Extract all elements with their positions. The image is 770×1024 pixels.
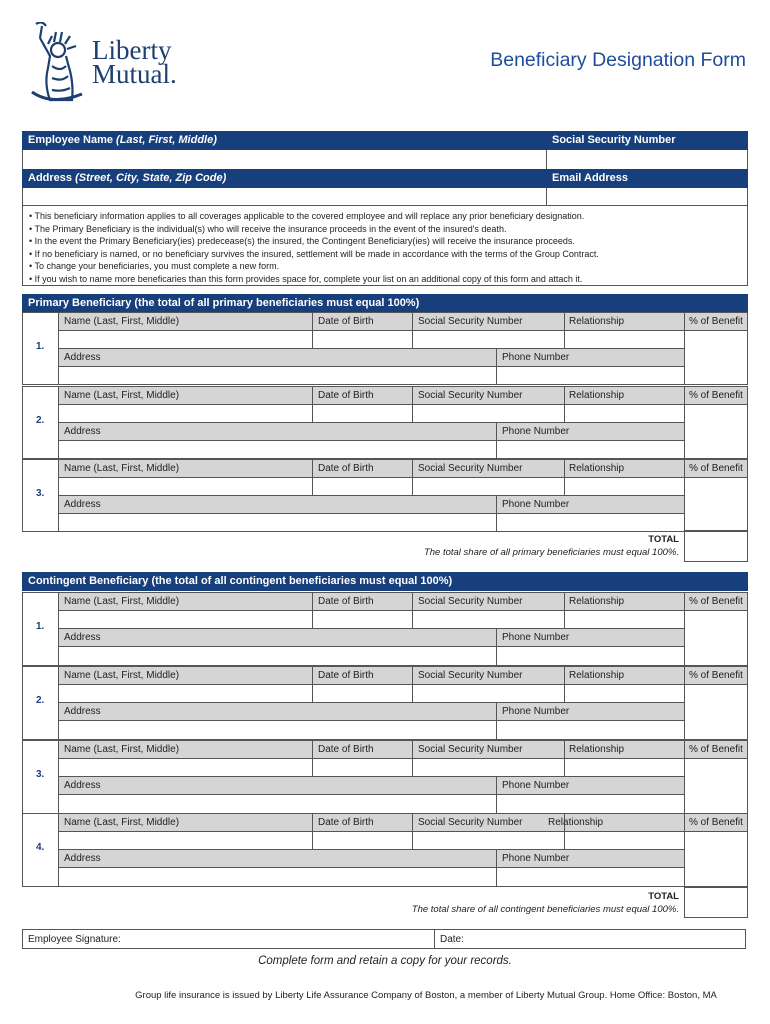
beneficiary-address-field[interactable] [59, 721, 495, 740]
beneficiary-relationship-field[interactable] [565, 685, 683, 702]
beneficiary-address-field[interactable] [59, 647, 495, 666]
contingent-beneficiary-title: Contingent Beneficiary (the total of all contingent beneficiaries must equal 100%) [28, 575, 453, 587]
beneficiary-dob-field[interactable] [313, 685, 411, 702]
name-column-label: Name (Last, First, Middle) [64, 596, 180, 607]
beneficiary-number: 1. [36, 340, 45, 352]
beneficiary-percent-field[interactable] [685, 832, 747, 887]
beneficiary-name-field[interactable] [59, 331, 311, 348]
beneficiary-address-field[interactable] [59, 441, 495, 459]
address-header-row [59, 849, 684, 867]
beneficiary-name-field[interactable] [59, 405, 311, 422]
name-column-label: Name (Last, First, Middle) [64, 390, 180, 401]
percent-column-label: % of Benefit [689, 390, 743, 401]
ssn-column-label: Social Security Number [418, 316, 523, 327]
primary-total-label: TOTAL [648, 534, 679, 545]
relationship-column-label: Relationship [548, 817, 604, 828]
address-header-row [59, 702, 684, 720]
dob-column-label: Date of Birth [318, 316, 374, 327]
beneficiary-phone-field[interactable] [497, 514, 683, 532]
dob-column-label: Date of Birth [318, 596, 374, 607]
address-column-label: Address [64, 853, 101, 864]
beneficiary-address-field[interactable] [59, 868, 495, 887]
ssn-column-label: Social Security Number [418, 463, 523, 474]
dob-column-label: Date of Birth [318, 670, 374, 681]
beneficiary-phone-field[interactable] [497, 868, 683, 887]
instruction-line: • To change your beneficiaries, you must complete a new form. [29, 261, 280, 272]
beneficiary-number: 2. [36, 695, 45, 706]
beneficiary-percent-field[interactable] [685, 478, 747, 532]
beneficiary-ssn-field[interactable] [413, 832, 563, 849]
percent-column-label: % of Benefit [689, 744, 743, 755]
beneficiary-name-field[interactable] [59, 832, 311, 849]
relationship-column-label: Relationship [569, 463, 625, 474]
primary-beneficiary-header [22, 294, 748, 312]
logo-line-2: Mutual. [92, 59, 177, 89]
beneficiary-number: 3. [36, 487, 45, 499]
form-title: Beneficiary Designation Form [490, 49, 746, 71]
instruction-line: • In the event the Primary Beneficiary(ies) predecease(s) the insured, the Contingent Beneficiary(ies) will receive the insurance proceeds. [29, 236, 575, 247]
address-column-label: Address [64, 632, 101, 643]
dob-column-label: Date of Birth [318, 390, 374, 401]
beneficiary-percent-field[interactable] [685, 685, 747, 740]
contingent-beneficiary-header [22, 572, 748, 591]
relationship-column-label: Relationship [569, 744, 625, 755]
address-header-row [59, 495, 684, 513]
name-column-label: Name (Last, First, Middle) [64, 316, 180, 327]
beneficiary-dob-field[interactable] [313, 832, 411, 849]
beneficiary-number: 2. [36, 414, 45, 426]
phone-column-label: Phone Number [502, 499, 570, 510]
phone-column-label: Phone Number [502, 853, 570, 864]
beneficiary-percent-field[interactable] [685, 331, 747, 385]
ssn-column-label: Social Security Number [418, 390, 523, 401]
beneficiary-dob-field[interactable] [313, 405, 411, 422]
dob-column-label: Date of Birth [318, 744, 374, 755]
address-column-label: Address [64, 706, 101, 717]
employee-ssn-label: Social Security Number [552, 134, 676, 146]
liberty-mutual-logo [22, 22, 222, 108]
percent-column-label: % of Benefit [689, 316, 743, 327]
beneficiary-phone-field[interactable] [497, 441, 683, 459]
beneficiary-percent-field[interactable] [685, 759, 747, 814]
beneficiary-name-field[interactable] [59, 759, 311, 776]
contingent-total-note: The total share of all contingent beneficiaries must equal 100%. [411, 904, 679, 915]
name-column-label: Name (Last, First, Middle) [64, 744, 180, 755]
beneficiary-dob-field[interactable] [313, 759, 411, 776]
primary-beneficiary-title: Primary Beneficiary (the total of all primary beneficiaries must equal 100%) [28, 297, 420, 309]
statue-of-liberty-icon [22, 22, 86, 106]
beneficiary-phone-field[interactable] [497, 367, 683, 385]
ssn-column-label: Social Security Number [418, 596, 523, 607]
name-column-label: Name (Last, First, Middle) [64, 463, 180, 474]
address-header-row [59, 422, 684, 440]
dob-column-label: Date of Birth [318, 463, 374, 474]
name-column-label: Name (Last, First, Middle) [64, 817, 180, 828]
beneficiary-relationship-field[interactable] [565, 832, 683, 849]
address-header-row [59, 628, 684, 646]
relationship-column-label: Relationship [569, 596, 625, 607]
phone-column-label: Phone Number [502, 780, 570, 791]
footer-disclaimer: Group life insurance is issued by Liberty Life Assurance Company of Boston, a member of Liberty Mutual Group. Home Office: Boston, MA [135, 990, 717, 1001]
beneficiary-relationship-field[interactable] [565, 405, 683, 422]
relationship-column-label: Relationship [569, 316, 625, 327]
phone-column-label: Phone Number [502, 632, 570, 643]
beneficiary-relationship-field[interactable] [565, 331, 683, 348]
employee-name-label: Employee Name (Last, First, Middle) [28, 134, 217, 146]
beneficiary-name-field[interactable] [59, 478, 311, 495]
signature-date-field[interactable] [470, 930, 745, 948]
date-label: Date: [440, 934, 464, 945]
percent-column-label: % of Benefit [689, 463, 743, 474]
primary-total-field[interactable] [684, 530, 748, 562]
ssn-column-label: Social Security Number [418, 670, 523, 681]
phone-column-label: Phone Number [502, 426, 570, 437]
beneficiary-relationship-field[interactable] [565, 478, 683, 495]
address-header-row [59, 776, 684, 794]
beneficiary-ssn-field[interactable] [413, 759, 563, 776]
contingent-total-label: TOTAL [648, 891, 679, 902]
ssn-column-label: Social Security Number [418, 817, 523, 828]
contingent-total-field[interactable] [684, 887, 748, 918]
ssn-column-label: Social Security Number [418, 744, 523, 755]
beneficiary-relationship-field[interactable] [565, 759, 683, 776]
address-column-label: Address [64, 780, 101, 791]
beneficiary-ssn-field[interactable] [413, 331, 563, 348]
beneficiary-ssn-field[interactable] [413, 405, 563, 422]
beneficiary-phone-field[interactable] [497, 647, 683, 666]
relationship-column-label: Relationship [569, 670, 625, 681]
beneficiary-phone-field[interactable] [497, 795, 683, 814]
retain-copy-note: Complete form and retain a copy for your records. [258, 955, 512, 967]
beneficiary-dob-field[interactable] [313, 611, 411, 628]
beneficiary-ssn-field[interactable] [413, 478, 563, 495]
logo-line-1: Liberty [92, 35, 172, 65]
beneficiary-name-field[interactable] [59, 611, 311, 628]
address-column-label: Address [64, 499, 101, 510]
address-header-row [59, 348, 684, 366]
percent-column-label: % of Benefit [689, 596, 743, 607]
employee-address-field[interactable] [23, 189, 545, 205]
instruction-line: • This beneficiary information applies to all coverages applicable to the covered employee and will replace any prior beneficiary designation. [29, 211, 585, 221]
relationship-column-label: Relationship [569, 390, 625, 401]
beneficiary-ssn-field[interactable] [413, 611, 563, 628]
primary-total-note: The total share of all primary beneficiaries must equal 100%. [423, 547, 679, 558]
employee-address-label: Address (Street, City, State, Zip Code) [28, 172, 227, 184]
beneficiary-number: 3. [36, 769, 45, 780]
dob-column-label: Date of Birth [318, 817, 374, 828]
beneficiary-percent-field[interactable] [685, 405, 747, 459]
phone-column-label: Phone Number [502, 352, 570, 363]
address-column-label: Address [64, 352, 101, 363]
beneficiary-ssn-field[interactable] [413, 685, 563, 702]
beneficiary-percent-field[interactable] [685, 611, 747, 666]
employee-name-field[interactable] [23, 151, 545, 168]
instruction-line: • If no beneficiary is named, or no beneficiary survives the insured, settlement will be made in accordance with the terms of the Group Contract. [29, 248, 599, 259]
beneficiary-phone-field[interactable] [497, 721, 683, 740]
employee-signature-field[interactable] [130, 930, 430, 948]
employee-ssn-field[interactable] [547, 151, 747, 168]
instruction-line: • If you wish to name more beneficaries than this form provides space for, complete your list on an additional copy of this form and attach it. [29, 273, 583, 284]
instruction-line: • The Primary Beneficiary is the individual(s) who will receive the insurance proceeds in the event of the insured's death. [29, 223, 507, 234]
employee-email-field[interactable] [547, 189, 747, 205]
phone-column-label: Phone Number [502, 706, 570, 717]
employee-email-label: Email Address [552, 172, 629, 184]
beneficiary-number: 4. [36, 842, 45, 853]
percent-column-label: % of Benefit [689, 670, 743, 681]
employee-signature-label: Employee Signature: [28, 934, 121, 945]
beneficiary-address-field[interactable] [59, 795, 495, 814]
beneficiary-dob-field[interactable] [313, 331, 411, 348]
beneficiary-dob-field[interactable] [313, 478, 411, 495]
logo-wordmark [92, 35, 177, 89]
beneficiary-address-field[interactable] [59, 367, 495, 385]
beneficiary-number: 1. [36, 621, 45, 632]
instructions-box [22, 205, 748, 286]
beneficiary-address-field[interactable] [59, 514, 495, 532]
address-column-label: Address [64, 426, 101, 437]
beneficiary-relationship-field[interactable] [565, 611, 683, 628]
percent-column-label: % of Benefit [689, 817, 743, 828]
beneficiary-name-field[interactable] [59, 685, 311, 702]
name-column-label: Name (Last, First, Middle) [64, 670, 180, 681]
